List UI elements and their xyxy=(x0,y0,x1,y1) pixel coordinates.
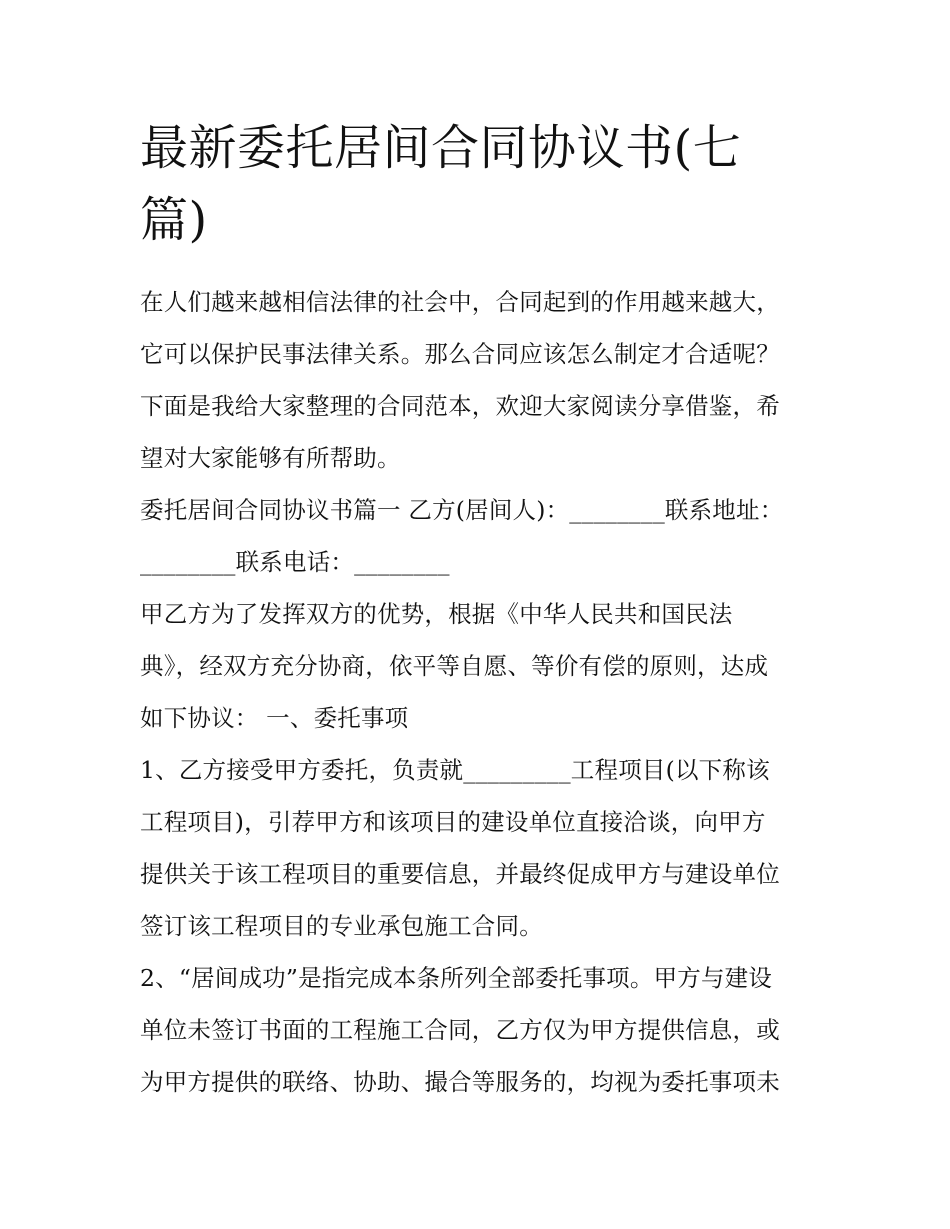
title-line: 篇) xyxy=(140,192,208,248)
paragraph-line: 典》，经双方充分协商，依平等自愿、等价有偿的原则，达成 xyxy=(140,652,769,680)
paragraph-line: 工程项目)，引荐甲方和该项目的建设单位直接洽谈，向甲方 xyxy=(140,808,766,836)
paragraph-line: 下面是我给大家整理的合同范本，欢迎大家阅读分享借鉴，希 xyxy=(140,392,780,420)
paragraph-line: 为甲方提供的联络、协助、撮合等服务的，均视为委托事项未 xyxy=(140,1068,780,1096)
document-title xyxy=(140,112,812,256)
clause-1-paragraph xyxy=(140,744,812,952)
paragraph-line: 1、乙方接受甲方委托，负责就_________工程项目(以下称该 xyxy=(140,756,770,784)
paragraph-line: 提供关于该工程项目的重要信息，并最终促成甲方与建设单位 xyxy=(140,860,780,888)
paragraph-line: 如下协议： 一、委托事项 xyxy=(140,704,409,732)
clause-2-paragraph xyxy=(140,952,812,1108)
preamble-paragraph xyxy=(140,588,812,744)
paragraph-line: 在人们越来越相信法律的社会中，合同起到的作用越来越大， xyxy=(140,288,780,316)
title-line: 最新委托居间合同协议书(七 xyxy=(140,120,742,176)
paragraph-line: 单位未签订书面的工程施工合同，乙方仅为甲方提供信息，或 xyxy=(140,1016,780,1044)
paragraph-line: 望对大家能够有所帮助。 xyxy=(140,444,401,472)
paragraph-line: 签订该工程项目的专业承包施工合同。 xyxy=(140,912,543,940)
paragraph-line: 2、“居间成功”是指完成本条所列全部委托事项。甲方与建设 xyxy=(140,964,773,992)
paragraph-line: 甲乙方为了发挥双方的优势，根据《中华人民共和国民法 xyxy=(140,600,733,628)
paragraph-line: ________联系电话：________ xyxy=(140,548,450,576)
paragraph-line: 委托居间合同协议书篇一 乙方(居间人)：________联系地址： xyxy=(140,496,784,524)
paragraph-line: 它可以保护民事法律关系。那么合同应该怎么制定才合适呢？ xyxy=(140,340,780,368)
document-content xyxy=(140,112,812,1108)
intro-paragraph xyxy=(140,276,812,484)
party-info-paragraph xyxy=(140,484,812,588)
